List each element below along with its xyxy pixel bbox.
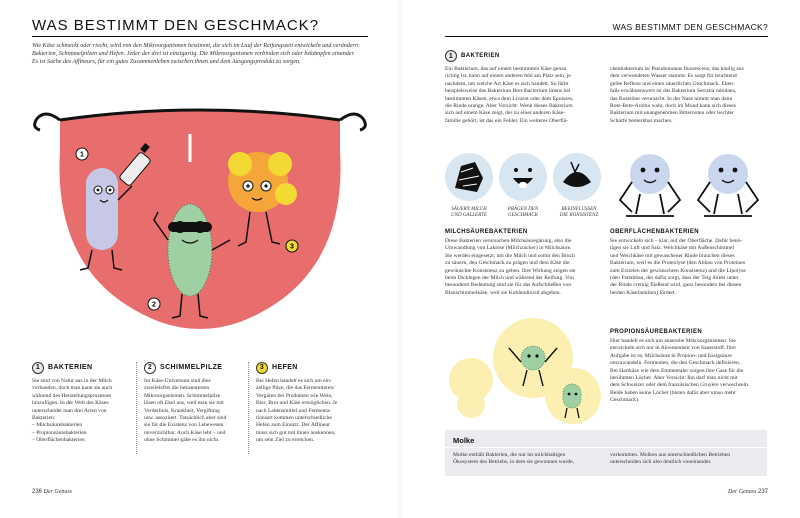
column-heading: BAKTERIEN (48, 364, 93, 372)
surface-bacteria-illustration (610, 150, 770, 222)
footer-left (32, 489, 72, 495)
title-rule (32, 36, 368, 37)
bacteria-function-icons (443, 152, 603, 204)
milchsaeure-text: Diese Bakterien verursachen Milchsäuregärung, also die Umwandlung von Laktose (Milchzucker) in Milchsäure. Sie werden eingesetzt, um die Milch und somit den Bruch zu säuern, den Geschmack zu prägen und dem Käse die gewünschte Konsistenz zu geben. Ihre Wirkung zeigen sie beim Dicklegen der Milch und während der Reifung. Von besonderer Bedeutung sind sie für das Aufschließen von Blauschimmelkäse, weil sie Kohlendioxid abgeben. (445, 238, 576, 296)
svg-text:3: 3 (290, 243, 294, 251)
right-page (400, 0, 800, 518)
title-rule (445, 36, 768, 37)
bakterien-text-col1: Ein Bakterium, das auf einem bestimmten Käse genau richtig ist, kann auf einem anderen fehl am Platz sein, je nachdem, um welche Art Käse es sich handelt. So färbt beispielsweise das Bakterium Brevibacterium linens bei bestimmten Käsen, etwa dem Livarot oder dem Epoisses, die Rinde orange. Aber Vorsicht: Wenn dieses Bakterium sich auf einem Käse zeigt, der zu einer anderen Käse- familie gehört, ist das ein Fehler. Ein weiteres Oberflä- (445, 66, 574, 124)
column-bakterien: 1 BAKTERIEN Sie sind von Natur aus in der Milch vorhanden, doch man kann sie auch während des Herstellungsprozesses hinzufügen. In der Welt des Käses unterscheidet man drei Arten von Bakterien: – Milchsäurebakterien – Propionsäurebakterien – Oberflächenbakterien (32, 362, 132, 445)
number-badge: 1 (32, 362, 44, 374)
column-schimmelpilze: 2 SCHIMMELPILZE Im Käse-Universum sind dies zweifelsfrei die bekanntesten Mikroorganismen. Schimmelpilze lösen oft Ekel aus, weil man sie mit Verderbnis, Krankheit, Vergiftung usw. assoziiert. Tatsächlich aber sind sie für die Existenz von Lebewesen unverzichtbar. Auch Käse lebt – und ohne Schimmel gäbe es ihn nicht. (144, 362, 244, 445)
intro-text: Wie Käse schmeckt oder riecht, wird von den Mikroorganismen bestimmt, die sich im Lauf der Reifungszeit entwickeln und verändern: Bakterien, Schimmelpilzen und Hefen. Jeder der drei ist einzigartig. Die Mikroorganismen verbinden sich oder bekämpfen einander. Es ist Sache des Affineurs, für ein gutes Zusammenleben zwischen ihnen und dem Ausgangsprodukt zu sorgen. (32, 43, 360, 66)
molke-text-col1: Molke enthält Bakterien, die nur im milchhaltigen Ökosystem des Betriebs, in dem sie gewonnen wurde, (453, 452, 575, 466)
column-heading: SCHIMMELPILZE (160, 364, 223, 372)
marker-3 (286, 240, 298, 252)
book-title: Der Genuss (43, 489, 73, 495)
svg-text:1: 1 (80, 151, 84, 159)
molke-text-col2: vorkommen. Molken aus unterschiedlichen Betrieben unterscheiden sich also deutlich voneinander. (610, 452, 731, 466)
microorganisms-illustration (30, 90, 370, 340)
column-divider (248, 362, 249, 454)
marker-2 (148, 298, 160, 310)
bakterien-heading: 1 BAKTERIEN (445, 50, 500, 62)
icon-caption-1: SÄUERN MILCH UND GALLERTE (451, 207, 487, 218)
surface-bacterium-character (698, 154, 758, 216)
icon-caption-3: BEEINFLUSSEN DIE KONSISTENZ (559, 207, 599, 218)
texture-icon (553, 153, 601, 201)
propion-text: Hier handelt es sich um anaerobe Mikroorganismen: Sie entwickeln sich nur in Abwesenheit von Sauerstoff. Ihre Aufgabe ist es, Milchsäure in Propion- und Essigsäure umzuwandeln. Fermenten, die den Geschmack definieren. Bei Hartkäse wie dem Emmentaler sorgen ihre Gase für die berühmten Löcher. Aber Vorsicht: Ihn darf man nicht mit dem Schweizer oder dem französischen Gruyère verwechseln. Beide haben keine Löcher (bisten dafür aber umso mehr Geschmack). (610, 338, 750, 404)
icon-caption-2: PRÄGEN DEN GESCHMACK (507, 207, 539, 218)
curdle-icon (445, 153, 493, 201)
number-badge: 2 (144, 362, 156, 374)
taste-icon (499, 153, 547, 201)
oberflaeche-text: Sie entwickeln sich – klar, auf der Oberfläche. Dafür benö- tigen sie Luft und Salz. Weichkäse mit Außenschimmel und Weichkäse mit gewaschener Rinde brauchen dieses Bakterium, weil es die Proteolyse (den Abbau von Proteinen zum Erzielen der gewünschten Konsistenz) und die Lipolyse (den Fettabbau, der dafür sorgt, dass der Teig direkt unter der Rinde cremig fließend wird, ganz besonders bei diesen beiden Käsefamilien) fördert. (610, 238, 746, 296)
propion-bacteria-illustration (445, 318, 605, 426)
number-badge: 3 (256, 362, 268, 374)
oberflaeche-heading: OBERFLÄCHENBAKTERIEN (610, 229, 699, 235)
molke-heading: Molke (453, 436, 475, 445)
bakterien-text-col2: chenbakterium ist Pseudomonas fluorescens, das häufig aus dem verwendeten Wasser stammt. Es sorgt für leuchtend gelbe Reflexe und einen säuerlichen Geschmack. Eben- falls erwähnenswert ist das Bakterium Serratia rubidaea, das Rosetöne verursacht. In der Nase nimmt man dann Rote-Bete-Aroma wahr, doch im Mund kann sich dieses Bakterium mit unangenehmen Bitternoten oder leichter Schärfe bemerkbar machen. (610, 66, 744, 124)
marker-1 (76, 148, 88, 160)
page-number: 236 (32, 489, 43, 495)
milchsaeure-heading: MILCHSÄUREBAKTERIEN (445, 229, 528, 235)
column-hefen: 3 HEFEN Bei Hefen handelt es sich um ein- zellige Pilze, die das Fermentieren/ Vergären bei Produkten wie Wein, Bier, Brot und Käse ermöglichen. Je nach Lebensmittel und Fermenta- tionsart kommen unterschiedliche Hefen zum Einsatz. Der Affineur muss sich gut mit ihnen auskennen, um sein Ziel zu erreichen. (256, 362, 364, 445)
book-title: Der Genuss (727, 489, 757, 495)
running-title: WAS BESTIMMT DEN GESCHMACK? (612, 22, 768, 32)
page-title: WAS BESTIMMT DEN GESCHMACK? (32, 17, 320, 34)
molke-box (445, 430, 767, 476)
page-number: 237 (757, 489, 768, 495)
surface-bacterium-character (620, 154, 680, 216)
column-divider (136, 362, 137, 454)
propion-heading: PROPIONSÄUREBAKTERIEN (610, 329, 703, 335)
svg-text:2: 2 (152, 301, 156, 309)
footer-right (728, 489, 768, 495)
molke-rule (445, 447, 767, 448)
column-heading: HEFEN (272, 364, 298, 372)
